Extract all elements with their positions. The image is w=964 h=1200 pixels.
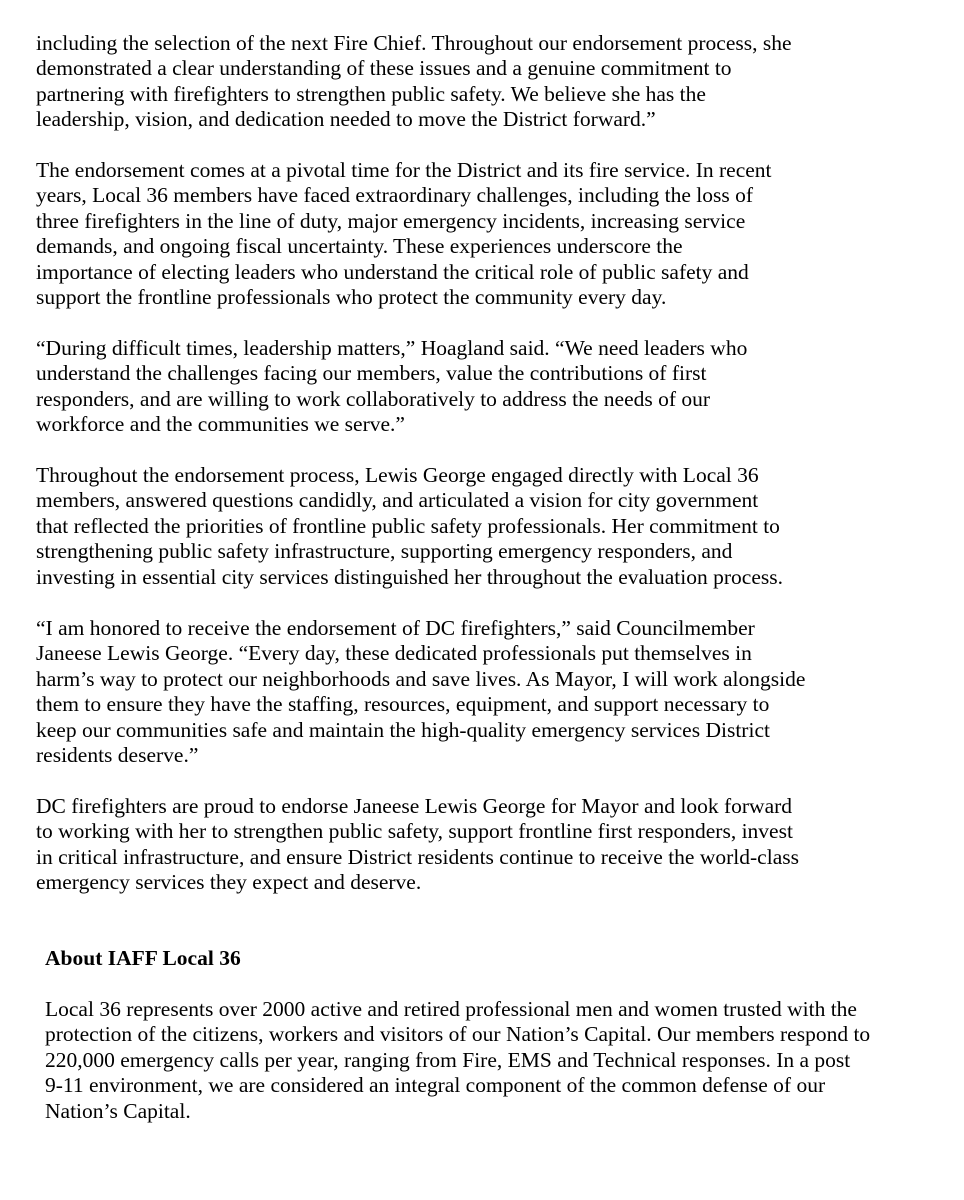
text-line: emergency services they expect and deserve. bbox=[36, 870, 422, 895]
text-line: responders, and are willing to work collaboratively to address the needs of our bbox=[36, 386, 711, 411]
text-line: importance of electing leaders who understand the critical role of public safety and bbox=[36, 259, 749, 284]
text-line: workforce and the communities we serve.” bbox=[36, 412, 405, 437]
paragraph-lewis-george-quote bbox=[36, 616, 805, 768]
paragraph-pivotal-time bbox=[36, 158, 772, 310]
text-line: years, Local 36 members have faced extraordinary challenges, including the loss of bbox=[36, 183, 753, 208]
text-line: in critical infrastructure, and ensure District residents continue to receive the world-class bbox=[36, 844, 799, 869]
text-line: members, answered questions candidly, and articulated a vision for city government bbox=[36, 488, 759, 513]
paragraph-hoagland-quote bbox=[36, 336, 747, 438]
text-line: 9-11 environment, we are considered an integral component of the common defense of our bbox=[45, 1073, 826, 1098]
paragraph-closing-endorsement bbox=[36, 794, 799, 896]
text-line: that reflected the priorities of frontline public safety professionals. Her commitment to bbox=[36, 513, 780, 538]
text-line: residents deserve.” bbox=[36, 743, 199, 768]
text-line: Throughout the endorsement process, Lewis George engaged directly with Local 36 bbox=[36, 463, 759, 487]
about-paragraph bbox=[45, 997, 870, 1124]
text-line: 220,000 emergency calls per year, ranging from Fire, EMS and Technical responses. In a post bbox=[45, 1047, 851, 1072]
text-line: “I am honored to receive the endorsement of DC firefighters,” said Councilmember bbox=[36, 616, 755, 640]
text-line: including the selection of the next Fire Chief. Throughout our endorsement process, she bbox=[36, 31, 792, 55]
text-line: investing in essential city services distinguished her throughout the evaluation process. bbox=[36, 564, 783, 589]
text-line: Local 36 represents over 2000 active and retired professional men and women trusted with the bbox=[45, 997, 857, 1021]
text-line: understand the challenges facing our members, value the contributions of first bbox=[36, 361, 707, 386]
paragraph-endorsement-process bbox=[36, 463, 783, 590]
paragraph-endorsement-quote-end bbox=[36, 31, 792, 133]
text-line: protection of the citizens, workers and visitors of our Nation’s Capital. Our members respond to bbox=[45, 1022, 871, 1047]
text-line: Nation’s Capital. bbox=[45, 1098, 191, 1123]
text-line: “During difficult times, leadership matters,” Hoagland said. “We need leaders who bbox=[36, 336, 748, 360]
text-line: three firefighters in the line of duty, major emergency incidents, increasing service bbox=[36, 208, 746, 233]
about-heading: About IAFF Local 36 bbox=[45, 946, 241, 970]
text-line: The endorsement comes at a pivotal time for the District and its fire service. In recent bbox=[36, 158, 772, 182]
text-line: keep our communities safe and maintain the high-quality emergency services District bbox=[36, 717, 770, 742]
text-line: DC firefighters are proud to endorse Janeese Lewis George for Mayor and look forward bbox=[36, 794, 793, 818]
text-line: demands, and ongoing fiscal uncertainty. These experiences underscore the bbox=[36, 234, 683, 259]
text-line: support the frontline professionals who protect the community every day. bbox=[36, 285, 667, 310]
text-line: leadership, vision, and dedication needed to move the District forward.” bbox=[36, 107, 656, 132]
text-line: demonstrated a clear understanding of these issues and a genuine commitment to bbox=[36, 56, 732, 81]
text-line: them to ensure they have the staffing, resources, equipment, and support necessary to bbox=[36, 692, 770, 717]
text-line: harm’s way to protect our neighborhoods and save lives. As Mayor, I will work alongside bbox=[36, 666, 806, 691]
text-line: partnering with firefighters to strengthen public safety. We believe she has the bbox=[36, 81, 706, 106]
text-line: to working with her to strengthen public safety, support frontline first responders, invest bbox=[36, 819, 793, 844]
text-line: Janeese Lewis George. “Every day, these dedicated professionals put themselves in bbox=[36, 641, 752, 666]
text-line: strengthening public safety infrastructure, supporting emergency responders, and bbox=[36, 539, 733, 564]
